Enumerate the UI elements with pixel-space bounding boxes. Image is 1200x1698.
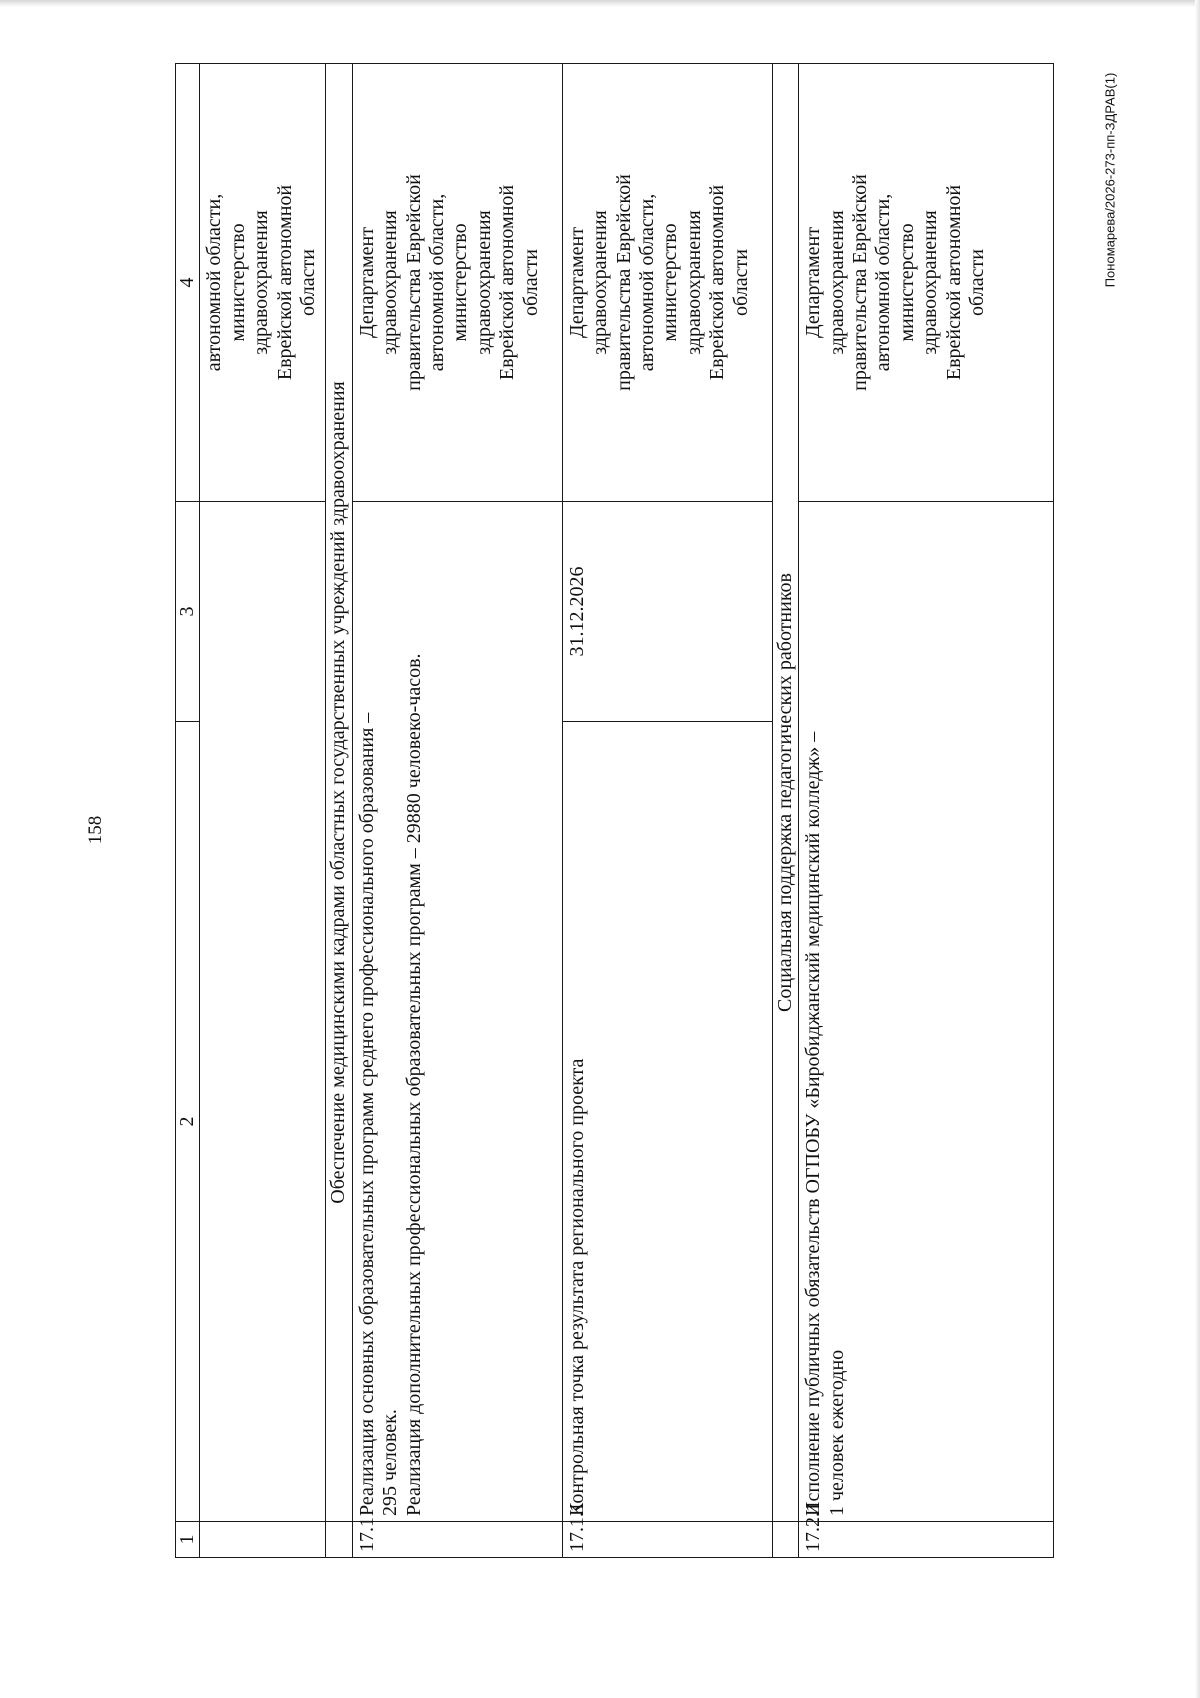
row-text-17-2-1 bbox=[799, 502, 1054, 1522]
responsible-line: здравоохранения bbox=[589, 210, 612, 355]
row-text-17-1-1: Контрольная точка результата регионального проекта bbox=[562, 722, 772, 1522]
responsible-line: правительства Еврейской bbox=[612, 174, 635, 391]
responsible-line: автономной области, bbox=[872, 193, 895, 372]
row-text-17-1 bbox=[352, 502, 562, 1522]
row-number-17-2-1: 17.2.1 bbox=[799, 1522, 1054, 1558]
responsible-line: автономной области, bbox=[635, 193, 658, 372]
footer-code: Пономарева/2026-273-пп-ЗДРАВ(1) bbox=[1102, 72, 1118, 288]
text-line: Исполнение публичных обязательств ОГПОБУ «Биробиджанский медицинский колледж» – bbox=[802, 731, 825, 1516]
text-line: 1 человек ежегодно bbox=[825, 1349, 848, 1516]
text-line: Реализация дополнительных профессиональных образовательных программ – 29880 человеко-часов. bbox=[402, 653, 425, 1516]
header-col-2: 2 bbox=[176, 722, 200, 1522]
section-number-cell bbox=[326, 1522, 352, 1558]
responsible-line: автономной области, bbox=[203, 193, 226, 372]
scan-edge-right bbox=[1195, 0, 1200, 1698]
responsible-line: области bbox=[296, 249, 319, 316]
text-line: Реализация основных образовательных программ среднего профессионального образования – bbox=[355, 712, 378, 1516]
responsible-line: здравоохранения bbox=[825, 210, 848, 355]
responsible-line: Департамент bbox=[565, 227, 588, 338]
row-responsible-17-2-1 bbox=[799, 64, 1054, 502]
row-number-17-1-1: 17.1.1 bbox=[562, 1522, 772, 1558]
section-row-support bbox=[772, 64, 798, 1558]
section-title-staffing: Обеспечение медицинскими кадрами областных государственных учреждений здравоохранения bbox=[326, 64, 352, 1522]
page-number: 158 bbox=[85, 815, 106, 845]
responsible-line: здравоохранения bbox=[379, 210, 402, 355]
responsible-line: области bbox=[519, 249, 542, 316]
responsible-line: Еврейской автономной bbox=[496, 184, 519, 381]
responsible-line: здравоохранения bbox=[250, 210, 273, 355]
row-responsible-17-1 bbox=[352, 64, 562, 502]
responsible-line: министерство bbox=[449, 223, 472, 342]
responsible-line: здравоохранения bbox=[682, 210, 705, 355]
rotated-page bbox=[175, 64, 1054, 1558]
table-row-17-1-1 bbox=[562, 64, 772, 1558]
row-responsible-17-1-1 bbox=[562, 64, 772, 502]
header-col-4: 4 bbox=[176, 64, 200, 502]
scan-edge-top bbox=[0, 0, 1200, 7]
responsible-line: здравоохранения bbox=[919, 210, 942, 355]
section-title-support: Социальная поддержка педагогических работников bbox=[772, 64, 798, 1522]
section-number-cell bbox=[772, 1522, 798, 1558]
responsible-line: министерство bbox=[659, 223, 682, 342]
responsible-line: правительства Еврейской bbox=[402, 174, 425, 391]
table-row-continuation bbox=[200, 64, 326, 1558]
section-row-staffing bbox=[326, 64, 352, 1558]
responsible-line: области bbox=[729, 249, 752, 316]
text-line: 295 человек. bbox=[379, 1409, 402, 1516]
responsible-line: Департамент bbox=[802, 227, 825, 338]
responsible-line: министерство bbox=[226, 223, 249, 342]
header-row bbox=[176, 64, 200, 1558]
table-row-17-1 bbox=[352, 64, 562, 1558]
continuation-text-cell bbox=[200, 502, 326, 1522]
responsible-line: области bbox=[965, 249, 988, 316]
continuation-responsible-cell bbox=[200, 64, 326, 502]
header-col-3: 3 bbox=[176, 502, 200, 722]
responsible-line: министерство bbox=[895, 223, 918, 342]
measures-table bbox=[175, 63, 1054, 1558]
responsible-line: правительства Еврейской bbox=[848, 174, 871, 391]
continuation-number-cell bbox=[200, 1522, 326, 1558]
header-col-1: 1 bbox=[176, 1522, 200, 1558]
row-date-17-1-1: 31.12.2026 bbox=[562, 502, 772, 722]
responsible-line: Еврейской автономной bbox=[273, 184, 296, 381]
responsible-line: Еврейской автономной bbox=[706, 184, 729, 381]
responsible-line: Департамент bbox=[355, 227, 378, 338]
responsible-line: Еврейской автономной bbox=[942, 184, 965, 381]
table-row-17-2-1 bbox=[799, 64, 1054, 1558]
responsible-line: автономной области, bbox=[425, 193, 448, 372]
row-number-17-1: 17.1 bbox=[352, 1522, 562, 1558]
responsible-line: здравоохранения bbox=[472, 210, 495, 355]
